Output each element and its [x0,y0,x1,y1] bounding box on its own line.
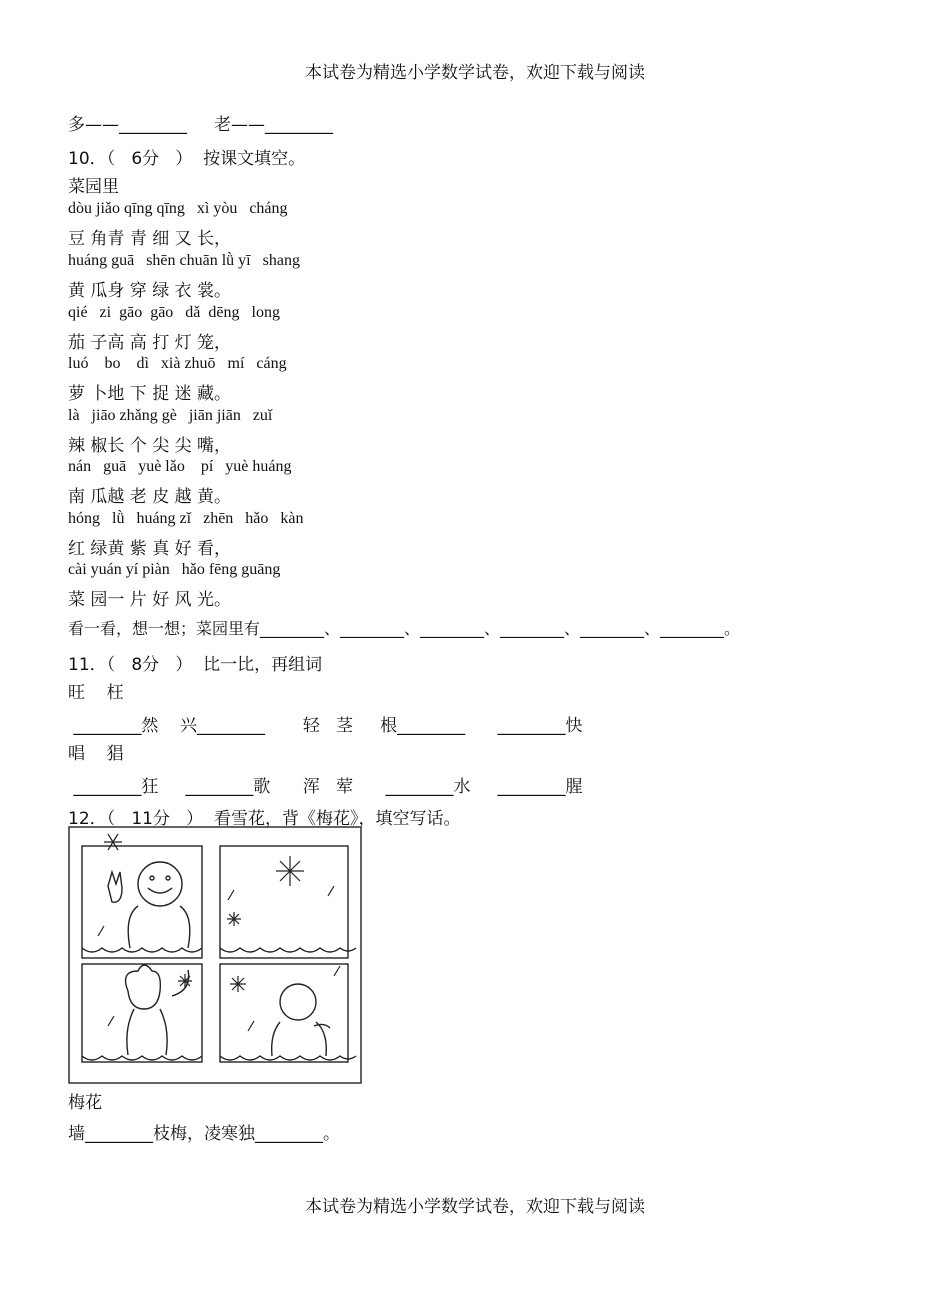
poem-line-6: 南 瓜越 老 皮 越 黄。 [68,487,232,507]
pinyin-line-4: luó bo dì xià zhuō mí cáng [68,355,287,372]
page-header: 本试卷为精选小学数学试卷，欢迎下载与阅读 [305,63,645,83]
snow-window-illustration [68,826,362,1084]
question-10-title: 10．（ 6分 ） 按课文填空。 [68,149,306,169]
fill-blank-vegetables: 看一看，想一想；菜园里有________、________、________、________、________、________。 [68,619,741,638]
antonym-line: 多——________ 老——________ [68,115,334,135]
pinyin-line-8: cài yuán yí piàn hǎo fēng guāng [68,561,281,578]
char-pair-1: 旺 枉 [68,683,124,703]
poem-title: 菜园里 [68,177,119,197]
pinyin-line-6: nán guā yuè lǎo pí yuè huáng [68,458,292,475]
plum-poem-fill: 墙________枝梅，凌寒独________。 [68,1124,340,1144]
poem-line-5: 辣 椒长 个 尖 尖 嘴， [68,436,232,456]
poem-line-1: 豆 角青 青 细 又 长， [68,229,232,249]
word-row-1: ________然 兴________ 轻 茎 根________ ________快 [68,716,583,736]
question-11-title: 11．（ 8分 ） 比一比，再组词 [68,655,323,675]
pinyin-line-5: là jiāo zhǎng gè jiān jiān zuǐ [68,407,273,424]
pinyin-line-1: dòu jiǎo qīng qīng xì yòu cháng [68,200,288,217]
poem-line-7: 红 绿黄 紫 真 好 看， [68,539,232,559]
poem-line-8: 菜 园一 片 好 风 光。 [68,590,232,610]
poem-line-3: 茄 子高 高 打 灯 笼， [68,333,232,353]
poem-line-2: 黄 瓜身 穿 绿 衣 裳。 [68,281,232,301]
question-12-title: 12．（ 11分 ） 看雪花，背《梅花》，填空写话。 [68,809,461,829]
poem-line-4: 萝 卜地 下 捉 迷 藏。 [68,384,232,404]
plum-poem-title: 梅花 [68,1093,102,1113]
word-row-2: ________狂 ________歌 浑 荤 ________水 ________腥 [68,777,583,797]
char-pair-2: 唱 猖 [68,744,124,764]
page-footer: 本试卷为精选小学数学试卷，欢迎下载与阅读 [305,1197,645,1217]
pinyin-line-3: qié zi gāo gāo dǎ dēng long [68,304,280,321]
pinyin-line-2: huáng guā shēn chuān lǜ yī shang [68,252,300,269]
pinyin-line-7: hóng lǜ huáng zǐ zhēn hǎo kàn [68,510,304,527]
